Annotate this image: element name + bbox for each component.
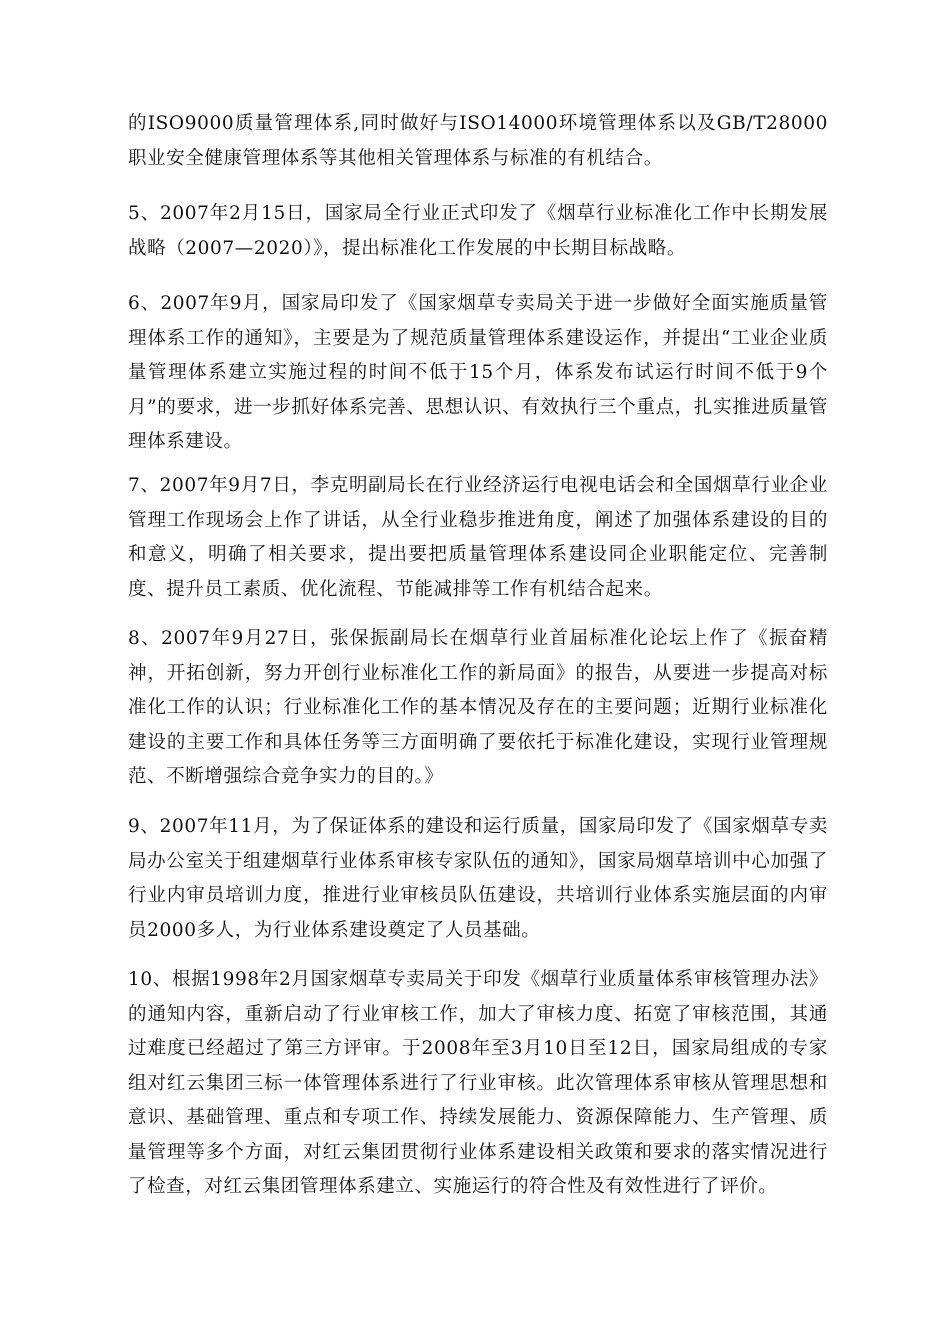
paragraph-item-6: 6、2007年9月，国家局印发了《国家烟草专卖局关于进一步做好全面实施质量管理体系工作的通知》，主要是为了规范质量管理体系建设运作，并提出“工业企业质量管理体系建立实施过程的时间不低于15个月，体系发布试运行时间不低于9个月”的要求，进一步抓好体系完善、思想认识、有效执行三个重点，扎实推进质量管理体系建设。 (128, 293, 828, 452)
paragraph-item-9: 9、2007年11月，为了保证体系的建设和运行质量，国家局印发了《国家烟草专卖局办公室关于组建烟草行业体系审核专家队伍的通知》，国家局烟草培训中心加强了行业内审员培训力度，推进行业审核员队伍建设，共培训行业体系实施层面的内审员2000多人，为行业体系建设奠定了人员基础。 (128, 816, 828, 941)
paragraph-item-8: 8、2007年9月27日，张保振副局长在烟草行业首届标准化论坛上作了《振奋精神，开拓创新，努力开创行业标准化工作的新局面》的报告，从要进一步提高对标准化工作的认识；行业标准化工作的基本情况及存在的主要问题；近期行业标准化建设的主要工作和具体任务等三方面明确了要依托于标准化建设，实现行业管理规范、不断增强综合竞争实力的目的。》 (128, 628, 828, 787)
paragraph-iso-integration: 的ISO9000质量管理体系,同时做好与ISO14000环境管理体系以及GB/T28000职业安全健康管理体系等其他相关管理体系与标准的有机结合。 (128, 113, 828, 169)
paragraph-item-10: 10、根据1998年2月国家烟草专卖局关于印发《烟草行业质量体系审核管理办法》的通知内容，重新启动了行业审核工作，加大了审核力度、拓宽了审核范围，其通过难度已经超过了第三方评审。于2008年至3月10日至12日，国家局组成的专家组对红云集团三标一体管理体系进行了行业审核。此次管理体系审核从管理思想和意识、基础管理、重点和专项工作、持续发展能力、资源保障能力、生产管理、质量管理等多个方面，对红云集团贯彻行业体系建设相关政策和要求的落实情况进行了检查，对红云集团管理体系建立、实施运行的符合性及有效性进行了评价。 (128, 969, 828, 1197)
paragraph-item-5: 5、2007年2月15日，国家局全行业正式印发了《烟草行业标准化工作中长期发展战略（2007—2020）》，提出标准化工作发展的中长期目标战略。 (128, 203, 828, 259)
paragraph-item-7: 7、2007年9月7日，李克明副局长在行业经济运行电视电话会和全国烟草行业企业管理工作现场会上作了讲话，从全行业稳步推进角度，阐述了加强体系建设的目的和意义，明确了相关要求，提出要把质量管理体系建设同企业职能定位、完善制度、提升员工素质、优化流程、节能减排等工作有机结合起来。 (128, 475, 828, 600)
